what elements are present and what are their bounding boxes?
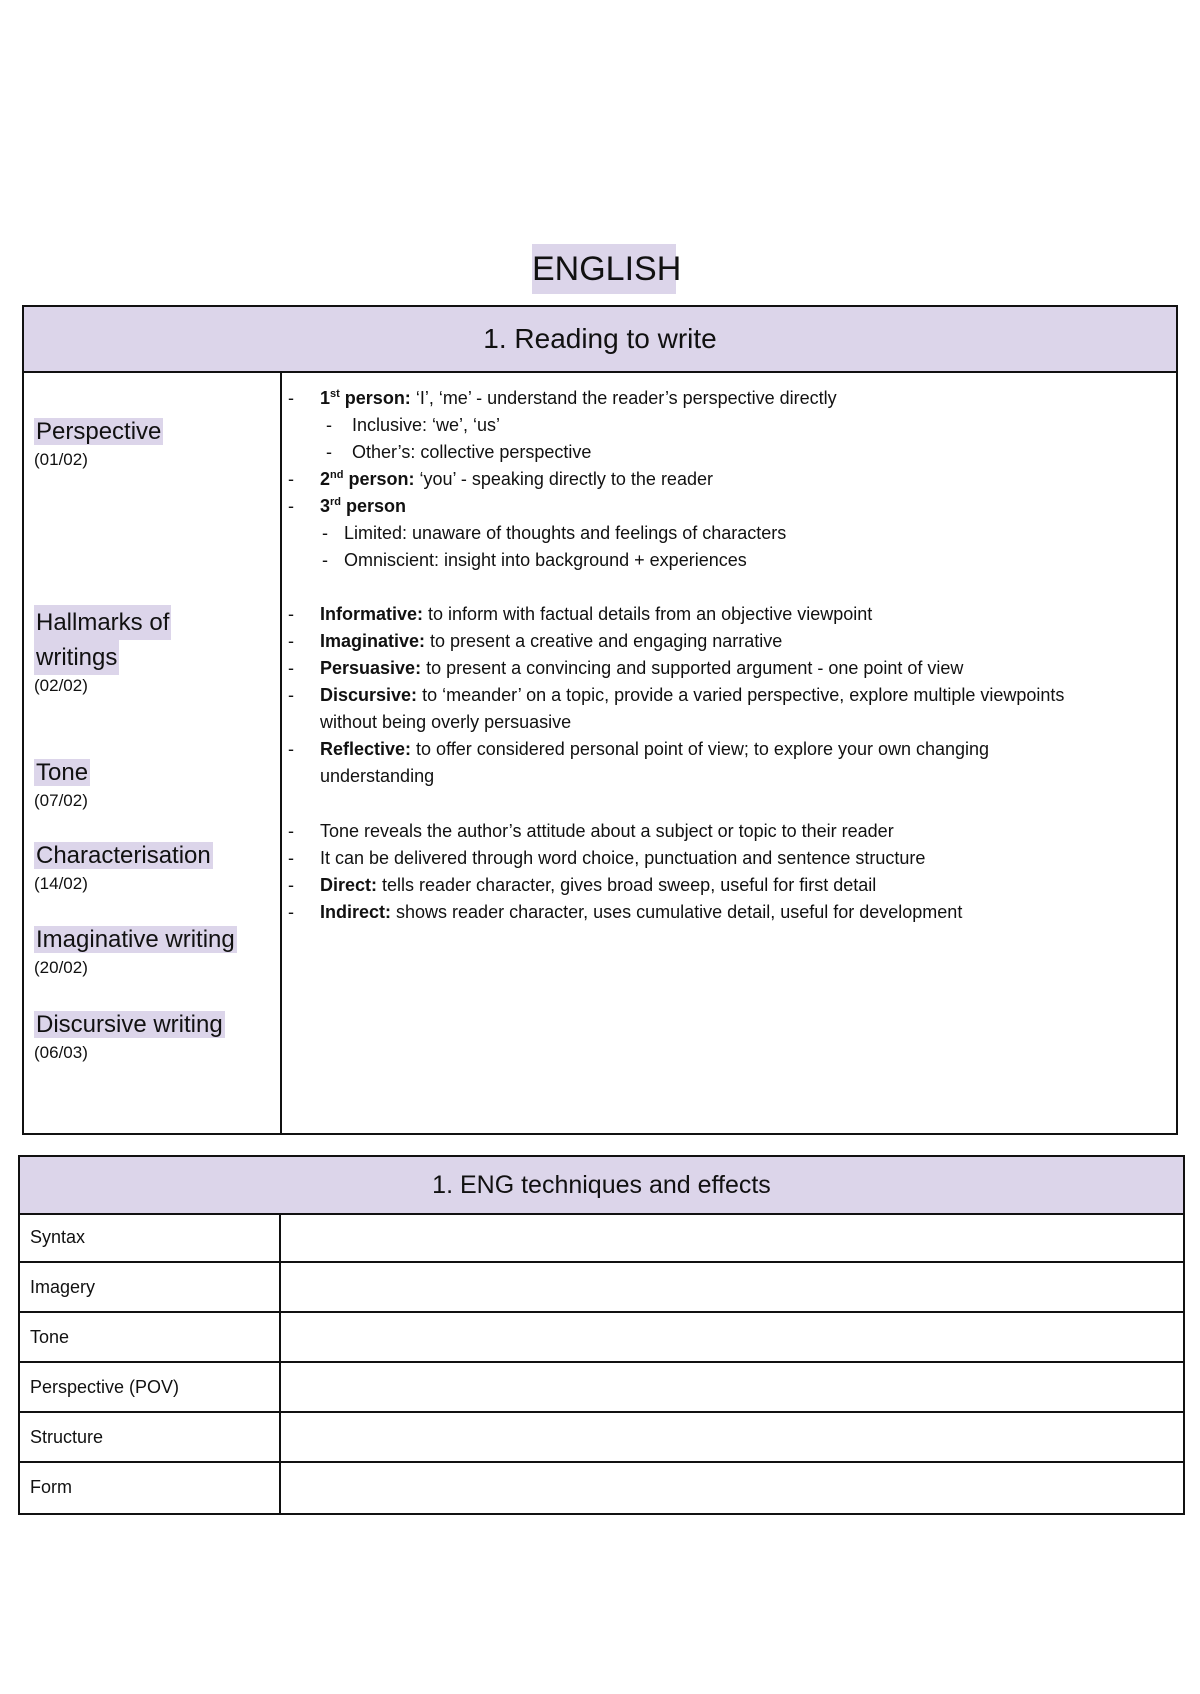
table-row: [20, 1313, 1183, 1363]
page-title: ENGLISH: [532, 244, 676, 294]
topic-imaginative-writing: [34, 922, 237, 979]
column-divider: [279, 1413, 281, 1461]
topic-date: (06/03): [34, 1043, 88, 1062]
row-label: Imagery: [30, 1277, 96, 1297]
topic-date: (01/02): [34, 450, 88, 469]
topic-date: (07/02): [34, 791, 88, 810]
topic-name: Perspective: [36, 418, 162, 445]
column-divider: [279, 1363, 281, 1411]
topic-name-cont: writings: [34, 640, 119, 675]
table-row: [20, 1363, 1183, 1413]
row-label: Tone: [30, 1327, 70, 1347]
topic-characterisation: [34, 838, 213, 895]
column-divider: [279, 1313, 281, 1361]
topic-date: (20/02): [34, 958, 88, 977]
row-label: Syntax: [30, 1227, 86, 1247]
topic-name: Tone: [36, 759, 89, 786]
topic-name: Discursive writing: [36, 1011, 223, 1038]
table-row: [20, 1213, 1183, 1263]
row-label: Structure: [30, 1427, 104, 1447]
topic-name: Hallmarks of: [34, 605, 171, 640]
row-label: Perspective (POV): [30, 1377, 180, 1397]
column-divider: [279, 1263, 281, 1311]
column-divider: [279, 1213, 281, 1261]
row-label: Form: [30, 1477, 72, 1497]
table-row: [20, 1263, 1183, 1313]
techniques-table: [18, 1155, 1185, 1515]
topic-tone: [34, 755, 90, 812]
topic-date: (02/02): [34, 676, 88, 695]
techniques-rows: [20, 1213, 1183, 1513]
table-row: [20, 1413, 1183, 1463]
topic-date: (14/02): [34, 874, 88, 893]
column-divider: [280, 371, 282, 1133]
table-row: [20, 1463, 1183, 1513]
section-heading: 1. Reading to write: [24, 307, 1176, 373]
column-divider: [279, 1463, 281, 1513]
topic-discursive-writing: [34, 1007, 225, 1064]
topic-perspective: [34, 414, 163, 471]
topic-hallmarks: [34, 605, 171, 697]
section-heading: 1. ENG techniques and effects: [20, 1157, 1183, 1215]
topic-name: Characterisation: [36, 842, 211, 869]
reading-to-write-table: 1. Reading to write Perspective (01/02) Hallmarks of writings (02/02) Tone (07/02) Characterisation (14/02) Imaginative writing (20/02) Discursive writing (06/03) - 1st person: ‘I’, ‘me’ - understand the reader’s perspective directly - Inclusive: ‘we’, ‘us’ - Other’s: collective perspective - 2nd person: ‘you’ - speaking directly to the reader - 3rd person - Limited: unaware of thoughts and feelings of characters - Omniscient: insight into background + experiences - Informative: to inform with factual details from an objective viewpoint - Imaginative: to present a creative and engaging narrative - Persuasive: to present a convincing and supported argument - one point of view - Discursive: to ‘meander’ on a topic, provide a varied perspective, explore multiple viewpoints without being overly persuasive - Reflective: to offer considered personal point of view; to explore your own changing understanding - Tone reveals the author’s attitude about a subject or topic to their reader - It can be delivered through word choice, punctuation and sentence structure - Direct: tells reader character, gives broad sweep, useful for first detail - Indirect: shows reader character, uses cumulative detail, useful for development: [22, 305, 1178, 1135]
topic-name: Imaginative writing: [36, 926, 235, 953]
